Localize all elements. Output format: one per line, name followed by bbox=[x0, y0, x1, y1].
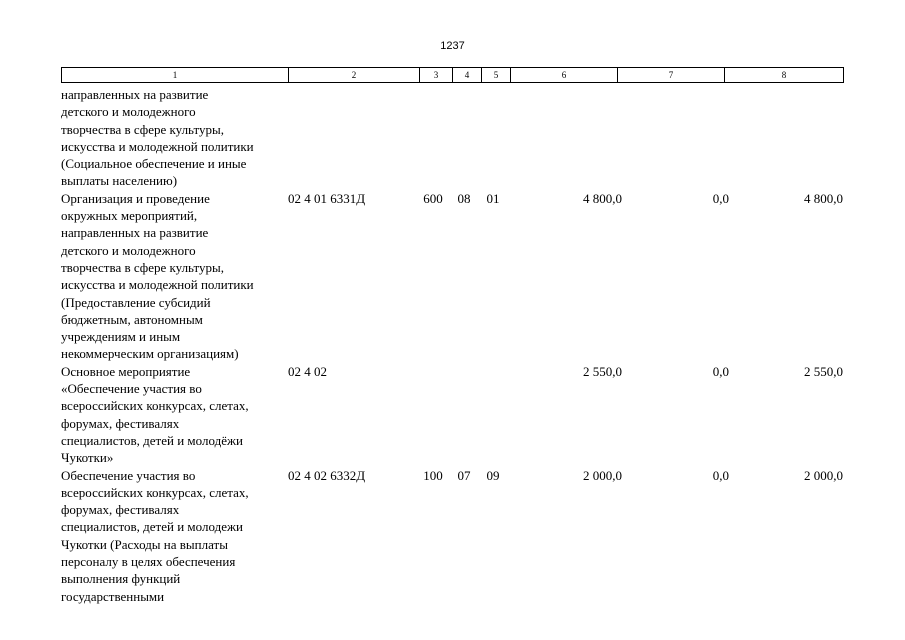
row-expense-type: 600 bbox=[423, 190, 443, 206]
row-amount-7: 0,0 bbox=[712, 190, 729, 206]
row-name-line: форумах, фестивалях bbox=[61, 415, 180, 431]
column-header: 4 bbox=[453, 68, 482, 83]
row-name-line: специалистов, детей и молодежи bbox=[61, 519, 243, 535]
row-name-line: направленных на развитие bbox=[61, 87, 209, 102]
row-name bbox=[61, 363, 289, 467]
column-header: 8 bbox=[725, 68, 844, 83]
page-number: 1237 bbox=[440, 40, 465, 52]
row-name-line: Организация и проведение bbox=[61, 190, 210, 206]
row-name-line: некоммерческим организациям) bbox=[61, 346, 239, 362]
row-expense-type: 100 bbox=[423, 467, 443, 483]
row-name bbox=[61, 190, 289, 363]
row-name-line: творчества в сфере культуры, bbox=[61, 121, 224, 137]
row-name-line: искусства и молодежной политики bbox=[61, 277, 254, 293]
row-name-line: всероссийских конкурсах, слетах, bbox=[61, 484, 249, 500]
row-code: 02 4 01 6331Д bbox=[288, 190, 366, 206]
row-amount-6: 2 000,0 bbox=[583, 467, 622, 483]
row-name-line: Обеспечение участия во bbox=[61, 467, 196, 483]
row-name-line: окружных мероприятий, bbox=[61, 208, 198, 224]
row-name-line: направленных на развитие bbox=[61, 225, 209, 241]
row-name-line: (Социальное обеспечение и иные bbox=[61, 156, 247, 172]
row-name-line: форумах, фестивалях bbox=[61, 502, 180, 518]
row-subsection: 09 bbox=[486, 467, 500, 483]
column-header: 6 bbox=[511, 68, 618, 83]
row-code: 02 4 02 6332Д bbox=[288, 467, 366, 483]
row-name bbox=[61, 86, 289, 190]
row-amount-8: 2 000,0 bbox=[804, 467, 843, 483]
row-name-line: государственными bbox=[61, 588, 165, 604]
row-subsection: 01 bbox=[486, 190, 500, 206]
column-header-row bbox=[62, 68, 844, 83]
row-name-line: (Предоставление субсидий bbox=[61, 294, 211, 310]
table-row bbox=[0, 467, 905, 605]
row-name-line: бюджетным, автономным bbox=[61, 311, 203, 327]
row-amount-6: 4 800,0 bbox=[583, 190, 622, 206]
row-name-line: творчества в сфере культуры, bbox=[61, 259, 224, 275]
row-amount-6: 2 550,0 bbox=[583, 363, 622, 379]
row-code: 02 4 02 bbox=[288, 363, 327, 379]
row-name-line: выплаты населению) bbox=[61, 173, 178, 189]
table-row bbox=[0, 86, 905, 190]
row-amount-7: 0,0 bbox=[712, 467, 729, 483]
column-header-table bbox=[61, 67, 844, 83]
row-name-line: детского и молодежного bbox=[61, 242, 196, 258]
table-row bbox=[0, 363, 905, 467]
row-name-line: учреждениям и иным bbox=[61, 329, 181, 345]
column-header: 7 bbox=[618, 68, 725, 83]
row-amount-8: 4 800,0 bbox=[804, 190, 843, 206]
row-name-line: детского и молодежного bbox=[61, 104, 196, 120]
row-name-line: персоналу в целях обеспечения bbox=[61, 554, 236, 570]
row-name-line: Чукотки (Расходы на выплаты bbox=[61, 536, 228, 552]
row-name-line: искусства и молодежной политики bbox=[61, 138, 254, 154]
row-name bbox=[61, 467, 289, 605]
row-name-line: специалистов, детей и молодёжи bbox=[61, 432, 243, 448]
row-section: 07 bbox=[457, 467, 471, 483]
column-header: 1 bbox=[62, 68, 289, 83]
column-header: 3 bbox=[420, 68, 453, 83]
row-name-line: всероссийских конкурсах, слетах, bbox=[61, 398, 249, 414]
table-body bbox=[0, 86, 905, 605]
row-amount-8: 2 550,0 bbox=[804, 363, 843, 379]
row-name-line: Чукотки» bbox=[61, 450, 114, 466]
row-name-line: выполнения функций bbox=[61, 571, 181, 587]
row-name-line: «Обеспечение участия во bbox=[61, 381, 202, 397]
row-amount-7: 0,0 bbox=[712, 363, 729, 379]
row-section: 08 bbox=[457, 190, 471, 206]
table-row bbox=[0, 190, 905, 363]
column-header: 5 bbox=[482, 68, 511, 83]
column-header: 2 bbox=[289, 68, 420, 83]
row-name-line: Основное мероприятие bbox=[61, 363, 191, 379]
